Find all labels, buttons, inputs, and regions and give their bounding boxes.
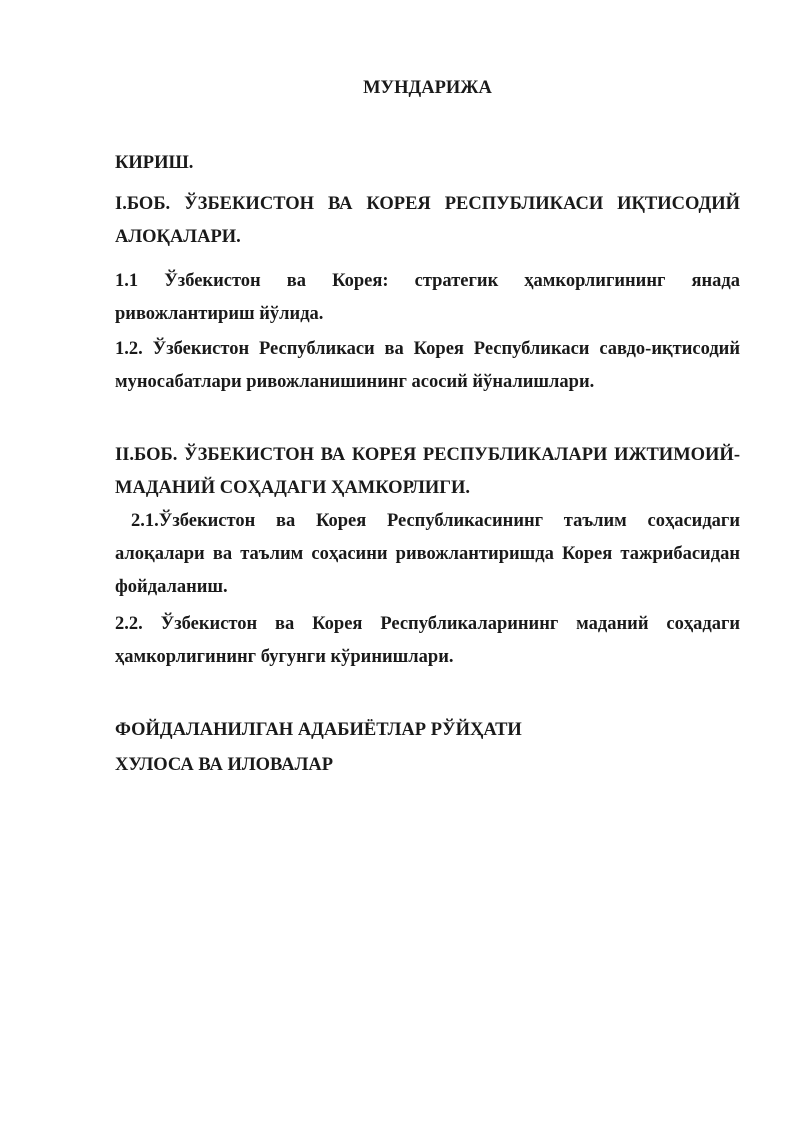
toc-entry-references	[115, 714, 740, 747]
toc-entry-intro-line: КИРИШ.	[115, 153, 194, 173]
toc-entry-section2-2-line1: 2.2. Ўзбекистон ва Корея Республикаларининг маданий соҳадаги	[115, 614, 740, 634]
toc-entry-conclusion	[115, 749, 740, 782]
toc-entry-section1-1	[115, 265, 740, 331]
toc-entry-section1-1-line2: ривожлантириш йўлида.	[115, 304, 324, 324]
page-title: МУНДАРИЖА	[363, 78, 492, 98]
toc-entry-intro	[115, 147, 740, 180]
toc-entry-chapter1-line1: I.БОБ. ЎЗБЕКИСТОН ВА КОРЕЯ РЕСПУБЛИКАСИ ИҚТИСОДИЙ	[115, 194, 740, 214]
toc-entry-chapter2-line2: МАДАНИЙ СОҲАДАГИ ҲАМКОРЛИГИ.	[115, 478, 471, 498]
toc-entry-section2-1	[115, 505, 740, 604]
toc-entry-section2-1-line3: фойдаланиш.	[115, 577, 228, 597]
toc-entry-chapter1-line2: АЛОҚАЛАРИ.	[115, 227, 241, 247]
toc-entry-section2-1-line1: 2.1.Ўзбекистон ва Корея Республикасининг таълим соҳасидаги	[131, 511, 740, 531]
toc-entry-section2-1-line2: алоқалари ва таълим соҳасини ривожлантиришда Корея тажрибасидан	[115, 544, 740, 564]
toc-entry-section1-2-line1: 1.2. Ўзбекистон Республикаси ва Корея Республикаси савдо-иқтисодий	[115, 339, 740, 359]
toc-entry-section1-2-line2: муносабатлари ривожланишининг асосий йўналишлари.	[115, 372, 595, 392]
toc-entry-section1-1-line1: 1.1 Ўзбекистон ва Корея: стратегик ҳамкорлигининг янада	[115, 271, 740, 291]
toc-entry-section2-2-line2: ҳамкорлигининг бугунги кўринишлари.	[115, 647, 454, 667]
toc-entry-chapter1	[115, 188, 740, 254]
toc-entry-chapter2	[115, 439, 740, 505]
toc-entry-section1-2	[115, 333, 740, 399]
toc-entry-chapter2-line1: II.БОБ. ЎЗБЕКИСТОН ВА КОРЕЯ РЕСПУБЛИКАЛАРИ ИЖТИМОИЙ-	[115, 445, 740, 465]
toc-entry-conclusion-line: ХУЛОСА ВА ИЛОВАЛАР	[115, 755, 334, 775]
toc-title-paragraph	[115, 72, 740, 105]
toc-entry-section2-2	[115, 608, 740, 674]
toc-entry-references-line: ФОЙДАЛАНИЛГАН АДАБИЁТЛАР РЎЙҲАТИ	[115, 720, 522, 740]
